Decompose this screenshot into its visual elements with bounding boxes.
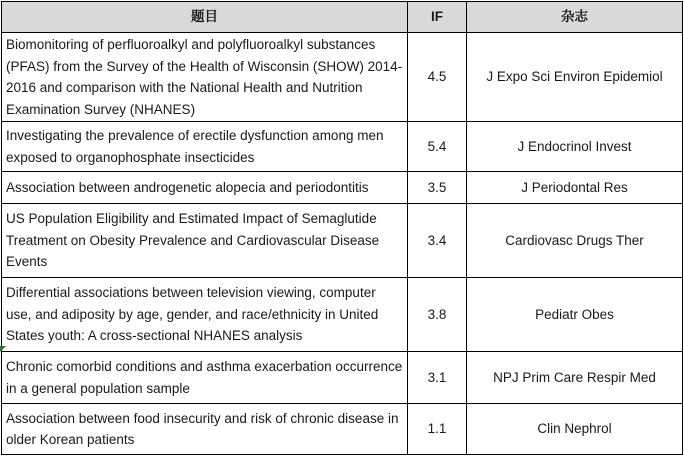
table-body [2,33,683,455]
row-title: US Population Eligibility and Estimated Impact of Semaglutide Treatment on Obesity Prevalence and Cardiovascular Disease Events [2,204,408,278]
row-journal: Clin Nephrol [467,404,683,455]
header-row [2,2,683,33]
row-journal: J Expo Sci Environ Epidemiol [467,33,683,122]
row-title: Investigating the prevalence of erectile dysfunction among men exposed to organophosphate insecticides [2,122,408,172]
row-if: 3.1 [408,352,467,404]
row-title: Association between androgenetic alopecia and periodontitis [2,172,408,204]
row-if: 1.1 [408,404,467,455]
cell-comment-marker [0,346,6,352]
row-journal: J Periodontal Res [467,172,683,204]
table-row [2,172,683,204]
row-journal: NPJ Prim Care Respir Med [467,352,683,404]
table-row [2,122,683,172]
publication-table [1,1,683,455]
table-row [2,204,683,278]
row-journal: Pediatr Obes [467,278,683,352]
row-title: Association between food insecurity and risk of chronic disease in older Korean patients [2,404,408,455]
row-title: Differential associations between television viewing, computer use, and adiposity by age, gender, and race/ethnicity in United States youth: A cross-sectional NHANES analysis [2,278,408,352]
table-row [2,404,683,455]
row-journal: Cardiovasc Drugs Ther [467,204,683,278]
header-if: IF [408,2,467,33]
table-row [2,278,683,352]
row-journal: J Endocrinol Invest [467,122,683,172]
header-journal: 杂志 [467,2,683,33]
table-header [2,2,683,33]
row-if: 3.8 [408,278,467,352]
table-row [2,352,683,404]
header-title: 题目 [2,2,408,33]
row-if: 3.4 [408,204,467,278]
row-title: Chronic comorbid conditions and asthma exacerbation occurrence in a general population sample [2,352,408,404]
row-title: Biomonitoring of perfluoroalkyl and polyfluoroalkyl substances (PFAS) from the Survey of the Health of Wisconsin (SHOW) 2014-2016 and comparison with the National Health and Nutrition Examination Survey (NHANES) [2,33,408,122]
table-row [2,33,683,122]
row-if: 4.5 [408,33,467,122]
row-if: 5.4 [408,122,467,172]
row-if: 3.5 [408,172,467,204]
